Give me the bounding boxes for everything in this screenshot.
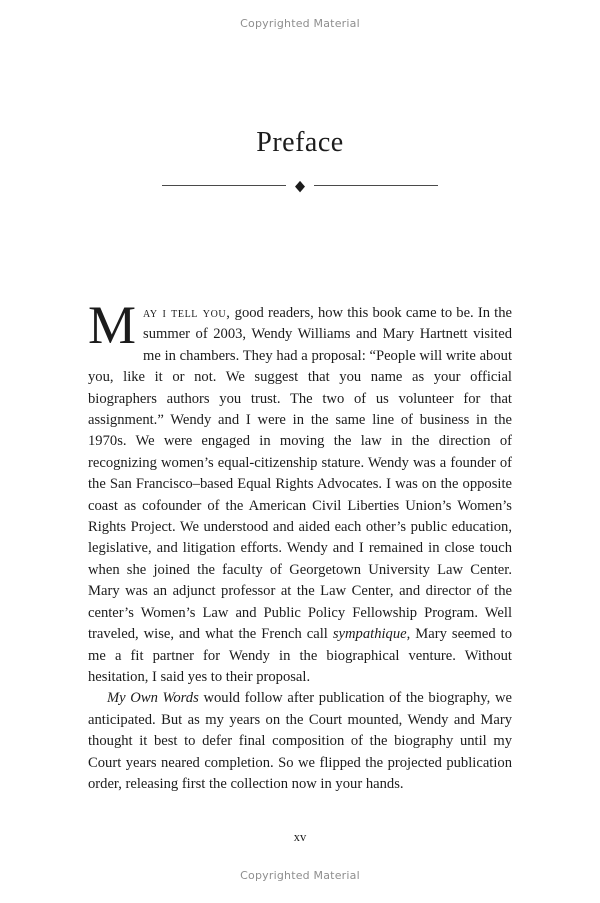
dropcap-letter: M (88, 295, 137, 355)
opening-smallcaps-phrase: ay i tell you, (143, 305, 231, 321)
ornament-divider (0, 176, 600, 195)
paragraph-2-italic-title: My Own Words (107, 690, 199, 707)
paragraph-1 (88, 295, 512, 688)
copyright-notice-top: Copyrighted Material (240, 17, 360, 30)
paragraph-2 (88, 688, 512, 795)
chapter-title: Preface (256, 127, 344, 158)
page-number: xv (293, 830, 307, 844)
paragraph-1-text: good readers, how this book came to be. In the summer of 2003, Wendy Williams and Mary Hartnett visited me in chambers. They had a proposal: “People will write about you, like it or not. We suggest that you name as your official biographers authors you trust. The two of us volunteer for that assignment.” Wendy and I were in the same line of business in the 1970s. We were engaged in moving the law in the direction of recognizing women’s equal-citizenship stature. Wendy was a founder of the San Francisco–based Equal Rights Advocates. I was on the opposite coast as cofounder of the American Civil Liberties Union’s Women’s Rights Project. We understood and aided each other’s public education, legislative, and litigation efforts. Wendy and I remained in close touch when she joined the faculty of Georgetown University Law Center. Mary was an adjunct professor at the Law Center, and director of the center’s Women’s Law and Public Policy Fellowship Program. Well traveled, wise, and what the French call (88, 305, 512, 643)
paragraph-1-text-end: , Mary seemed to me a fit partner for Wendy in the biographical venture. Without hesitation, I said yes to their proposal. (88, 626, 512, 685)
copyright-notice-bottom: Copyrighted Material (240, 869, 360, 882)
diamond-icon: ◆ (295, 176, 305, 195)
paragraph-2-text: would follow after publication of the biography, we anticipated. But as my years on the Court mounted, Wendy and Mary thought it best to defer final composition of the biography until my Court years neared completion. So we flipped the projected publication order, releasing first the collection now in your hands. (88, 690, 512, 792)
body-text (88, 295, 512, 795)
paragraph-1-italic-word: sympathique (332, 626, 407, 643)
ornament-rule-left (162, 185, 286, 186)
ornament-rule-right (314, 185, 438, 186)
